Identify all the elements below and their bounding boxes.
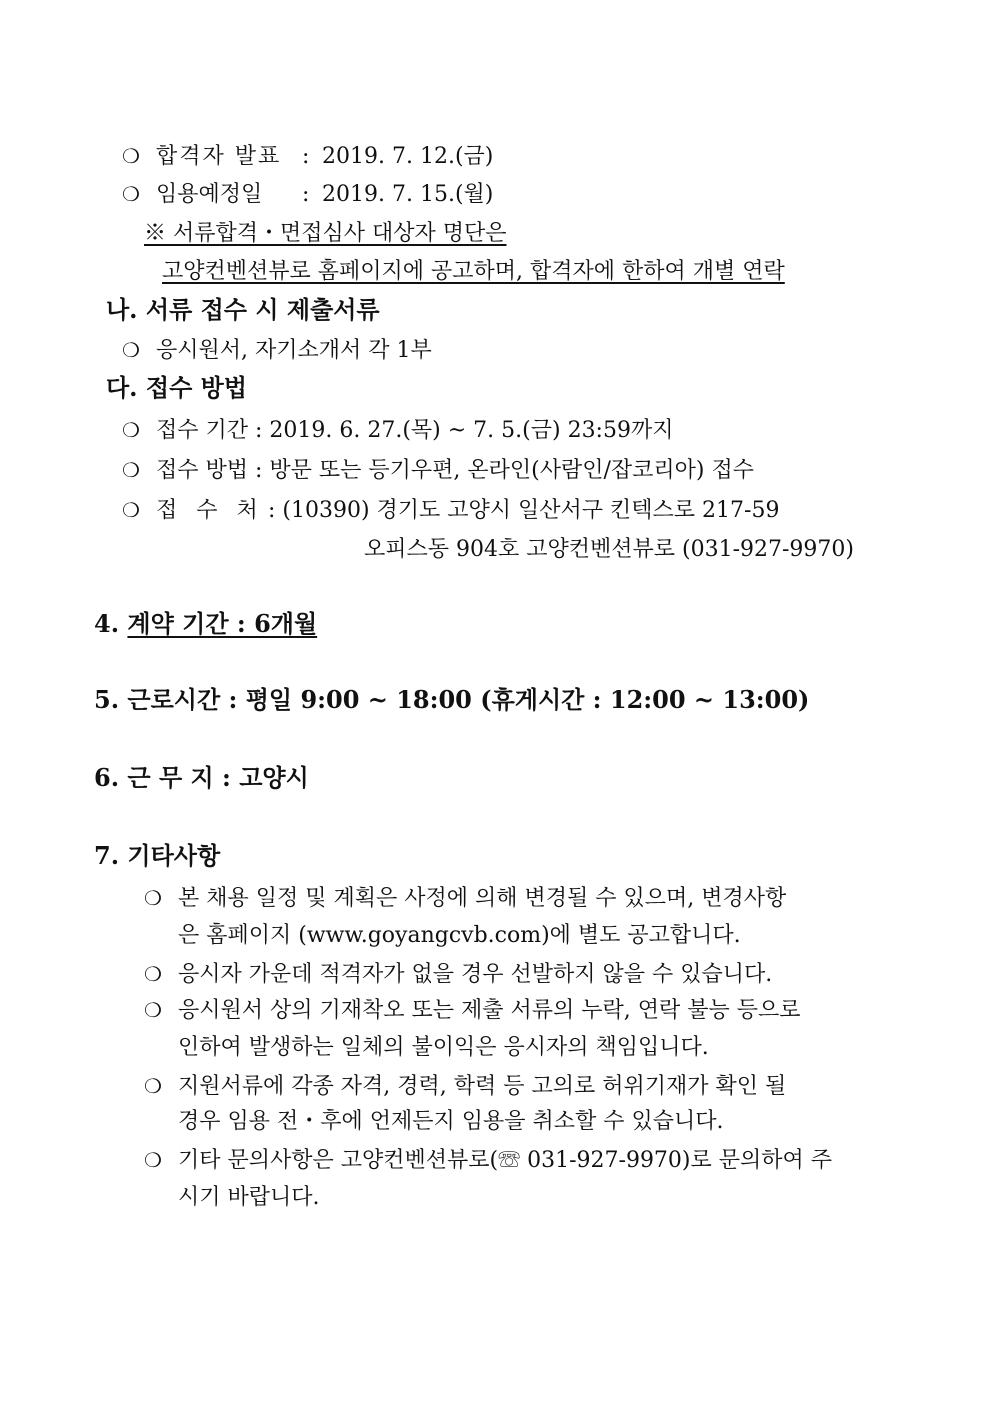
appoint-colon: :: [302, 182, 310, 207]
method-place-2: 오피스동 904호 고양컨벤션뷰로 (031-927-9970): [364, 537, 854, 562]
circle-bullet-icon: ❍: [144, 1148, 162, 1172]
circle-bullet-icon: ❍: [144, 998, 162, 1022]
circle-bullet-icon: ❍: [144, 886, 162, 910]
etc-item-1-line-2: 은 홈페이지 (www.goyangcvb.com)에 별도 공고합니다.: [178, 923, 741, 948]
method-how: [122, 456, 754, 485]
appoint-label: 임용예정일: [156, 182, 263, 207]
etc-item-1: [144, 884, 786, 913]
circle-bullet-icon: ❍: [144, 962, 162, 986]
method-place-text: : (10390) 경기도 고양시 일산서구 킨텍스로 217-59: [268, 498, 780, 523]
note-line-1: ※ 서류합격・면접심사 대상자 명단은: [144, 221, 507, 246]
etc-item-3: [144, 996, 801, 1025]
etc-item-4-line-1: 지원서류에 각종 자격, 경력, 학력 등 고의로 허위기재가 확인 될: [178, 1074, 787, 1099]
circle-bullet-icon: ❍: [122, 458, 140, 482]
etc-item-5: [144, 1146, 832, 1175]
method-period: [122, 416, 673, 445]
circle-bullet-icon: ❍: [122, 144, 140, 168]
etc-item-5-line-1: 기타 문의사항은 고양컨벤션뷰로(☏ 031-927-9970)로 문의하여 주: [178, 1148, 833, 1173]
circle-bullet-icon: ❍: [122, 338, 140, 362]
section-5: 5. 근로시간 : 평일 9:00 ~ 18:00 (휴게시간 : 12:00 ~ 13:00): [94, 685, 810, 714]
circle-bullet-icon: ❍: [144, 1074, 162, 1098]
etc-item-3-line-2: 인하여 발생하는 일체의 불이익은 응시자의 책임입니다.: [178, 1035, 709, 1060]
method-how-text: 접수 방법 : 방문 또는 등기우편, 온라인(사람인/잡코리아) 접수: [156, 458, 754, 483]
etc-item-5-line-2: 시기 바랍니다.: [178, 1185, 320, 1210]
section-4: [94, 610, 317, 638]
etc-item-3-line-1: 응시원서 상의 기재착오 또는 제출 서류의 누락, 연락 불능 등으로: [178, 998, 801, 1023]
section-6: 6. 근 무 지 : 고양시: [94, 763, 309, 792]
etc-item-1-line-1: 본 채용 일정 및 계획은 사정에 의해 변경될 수 있으며, 변경사항: [178, 886, 787, 911]
method-place: [122, 496, 779, 525]
circle-bullet-icon: ❍: [122, 418, 140, 442]
docs-item: [122, 336, 432, 365]
etc-item-4: [144, 1072, 786, 1101]
etc-item-2-text: 응시자 가운데 적격자가 없을 경우 선발하지 않을 수 있습니다.: [178, 962, 773, 987]
announce-label: 합격자 발표: [156, 144, 282, 169]
section-4-num: 4.: [94, 609, 120, 638]
circle-bullet-icon: ❍: [122, 498, 140, 522]
circle-bullet-icon: ❍: [122, 182, 140, 206]
announce-row: [122, 142, 493, 171]
method-heading: 다. 접수 방법: [106, 373, 247, 402]
section-7-heading: 7. 기타사항: [94, 841, 221, 870]
appoint-value: 2019. 7. 15.(월): [322, 182, 494, 207]
announce-colon: :: [302, 144, 310, 169]
appoint-row: [122, 180, 493, 209]
announce-value: 2019. 7. 12.(금): [322, 144, 494, 169]
etc-item-2: [144, 960, 772, 989]
docs-item-text: 응시원서, 자기소개서 각 1부: [156, 338, 432, 363]
section-4-text: 계약 기간 : 6개월: [127, 609, 318, 638]
note-line-2: 고양컨벤션뷰로 홈페이지에 공고하며, 합격자에 한하여 개별 연락: [162, 259, 785, 284]
docs-heading: 나. 서류 접수 시 제출서류: [106, 295, 380, 324]
method-period-text: 접수 기간 : 2019. 6. 27.(목) ~ 7. 5.(금) 23:59까지: [156, 418, 674, 443]
etc-item-4-line-2: 경우 임용 전・후에 언제든지 임용을 취소할 수 있습니다.: [178, 1109, 724, 1134]
method-place-label: 접 수 처: [156, 498, 264, 523]
